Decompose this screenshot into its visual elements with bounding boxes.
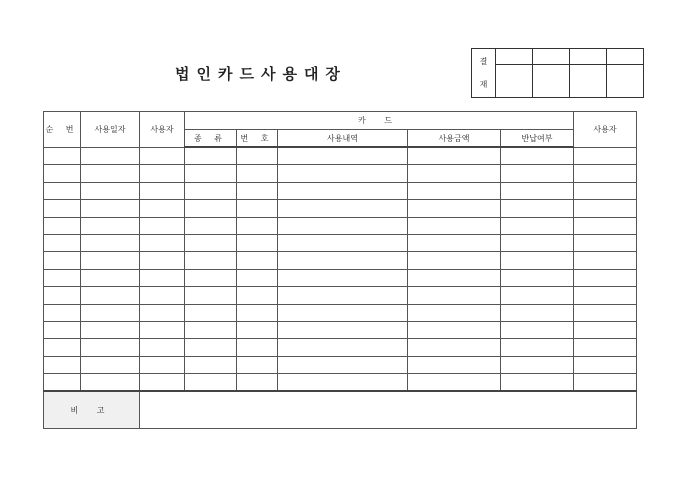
date-cell[interactable] [81,217,140,234]
returned-cell[interactable] [501,304,574,321]
header-returned: 반납여부 [501,130,574,148]
type-cell[interactable] [185,339,237,356]
details-cell[interactable] [278,217,408,234]
table-row [44,321,637,338]
seq-cell[interactable] [44,234,81,251]
user-cell[interactable] [140,321,185,338]
amount-cell[interactable] [408,269,501,286]
returned-cell[interactable] [501,339,574,356]
details-cell[interactable] [278,269,408,286]
seq-cell[interactable] [44,339,81,356]
type-cell[interactable] [185,217,237,234]
table-row [44,287,637,304]
details-cell[interactable] [278,234,408,251]
date-cell[interactable] [81,252,140,269]
amount-cell[interactable] [408,252,501,269]
type-cell[interactable] [185,374,237,392]
table-row [44,200,637,217]
date-cell[interactable] [81,200,140,217]
details-cell[interactable] [278,147,408,165]
user2-cell[interactable] [574,304,637,321]
seq-cell[interactable] [44,147,81,165]
seq-cell[interactable] [44,269,81,286]
date-cell[interactable] [81,147,140,165]
table-row [44,269,637,286]
number-cell[interactable] [237,234,278,251]
user-cell[interactable] [140,304,185,321]
user2-cell[interactable] [574,269,637,286]
returned-cell[interactable] [501,147,574,165]
type-cell[interactable] [185,287,237,304]
user-cell[interactable] [140,217,185,234]
header-seq: 순 번 [44,112,81,148]
type-cell[interactable] [185,200,237,217]
header-type: 종 류 [185,130,237,148]
header-card-group: 카 드 [185,112,574,130]
approval-label-bottom: 재 [479,80,488,89]
seq-cell[interactable] [44,200,81,217]
amount-cell[interactable] [408,304,501,321]
number-cell[interactable] [237,217,278,234]
table-row [44,217,637,234]
number-cell[interactable] [237,339,278,356]
table-row [44,374,637,392]
amount-cell[interactable] [408,287,501,304]
date-cell[interactable] [81,234,140,251]
user2-cell[interactable] [574,374,637,392]
seq-cell[interactable] [44,217,81,234]
number-cell[interactable] [237,374,278,392]
user-cell[interactable] [140,182,185,199]
user2-cell[interactable] [574,182,637,199]
details-cell[interactable] [278,304,408,321]
returned-cell[interactable] [501,234,574,251]
header-amount: 사용금액 [408,130,501,148]
details-cell[interactable] [278,321,408,338]
page-title: 법인카드사용대장 [175,65,347,83]
returned-cell[interactable] [501,182,574,199]
amount-cell[interactable] [408,356,501,373]
date-cell[interactable] [81,356,140,373]
details-cell[interactable] [278,339,408,356]
user-cell[interactable] [140,287,185,304]
note-label: 비 고 [44,391,140,429]
approval-label [472,49,496,98]
date-cell[interactable] [81,182,140,199]
user2-cell[interactable] [574,217,637,234]
date-cell[interactable] [81,304,140,321]
number-cell[interactable] [237,165,278,182]
date-cell[interactable] [81,287,140,304]
approver-sign-2[interactable] [533,65,570,98]
type-cell[interactable] [185,321,237,338]
user-cell[interactable] [140,147,185,165]
date-cell[interactable] [81,339,140,356]
type-cell[interactable] [185,165,237,182]
table-row [44,182,637,199]
amount-cell[interactable] [408,217,501,234]
returned-cell[interactable] [501,200,574,217]
details-cell[interactable] [278,200,408,217]
table-row [44,252,637,269]
card-usage-ledger [43,111,637,429]
user2-cell[interactable] [574,321,637,338]
approver-sign-1[interactable] [496,65,533,98]
amount-cell[interactable] [408,321,501,338]
date-cell[interactable] [81,269,140,286]
user2-cell[interactable] [574,147,637,165]
amount-cell[interactable] [408,234,501,251]
type-cell[interactable] [185,252,237,269]
user-cell[interactable] [140,339,185,356]
seq-cell[interactable] [44,182,81,199]
user-cell[interactable] [140,165,185,182]
user-cell[interactable] [140,269,185,286]
amount-cell[interactable] [408,147,501,165]
returned-cell[interactable] [501,356,574,373]
seq-cell[interactable] [44,356,81,373]
approver-title-2[interactable] [533,49,570,65]
seq-cell[interactable] [44,165,81,182]
user2-cell[interactable] [574,339,637,356]
user2-cell[interactable] [574,165,637,182]
user2-cell[interactable] [574,200,637,217]
returned-cell[interactable] [501,374,574,392]
approval-box [471,48,644,98]
number-cell[interactable] [237,252,278,269]
returned-cell[interactable] [501,165,574,182]
header-user: 사용자 [140,112,185,148]
user2-cell[interactable] [574,252,637,269]
number-cell[interactable] [237,304,278,321]
number-cell[interactable] [237,147,278,165]
user-cell[interactable] [140,356,185,373]
details-cell[interactable] [278,182,408,199]
user-cell[interactable] [140,252,185,269]
returned-cell[interactable] [501,217,574,234]
user2-cell[interactable] [574,356,637,373]
number-cell[interactable] [237,269,278,286]
approver-title-1[interactable] [496,49,533,65]
approver-sign-4[interactable] [607,65,644,98]
returned-cell[interactable] [501,321,574,338]
table-row [44,234,637,251]
user-cell[interactable] [140,374,185,392]
returned-cell[interactable] [501,287,574,304]
table-row [44,165,637,182]
number-cell[interactable] [237,321,278,338]
number-cell[interactable] [237,200,278,217]
details-cell[interactable] [278,356,408,373]
seq-cell[interactable] [44,321,81,338]
seq-cell[interactable] [44,287,81,304]
number-cell[interactable] [237,287,278,304]
header-user-2: 사용자 [574,112,637,148]
amount-cell[interactable] [408,339,501,356]
type-cell[interactable] [185,304,237,321]
seq-cell[interactable] [44,252,81,269]
type-cell[interactable] [185,234,237,251]
date-cell[interactable] [81,374,140,392]
header-number: 번 호 [237,130,278,148]
amount-cell[interactable] [408,374,501,392]
table-row [44,147,637,165]
type-cell[interactable] [185,269,237,286]
type-cell[interactable] [185,147,237,165]
date-cell[interactable] [81,165,140,182]
amount-cell[interactable] [408,165,501,182]
details-cell[interactable] [278,287,408,304]
details-cell[interactable] [278,252,408,269]
table-row [44,339,637,356]
number-cell[interactable] [237,182,278,199]
user2-cell[interactable] [574,234,637,251]
details-cell[interactable] [278,374,408,392]
note-field[interactable] [140,391,637,429]
user-cell[interactable] [140,200,185,217]
type-cell[interactable] [185,356,237,373]
seq-cell[interactable] [44,304,81,321]
user2-cell[interactable] [574,287,637,304]
details-cell[interactable] [278,165,408,182]
approver-sign-3[interactable] [570,65,607,98]
header-details: 사용내역 [278,130,408,148]
returned-cell[interactable] [501,252,574,269]
user-cell[interactable] [140,234,185,251]
header-date: 사용일자 [81,112,140,148]
number-cell[interactable] [237,356,278,373]
approval-label-top: 결 [479,57,488,66]
amount-cell[interactable] [408,182,501,199]
seq-cell[interactable] [44,374,81,392]
returned-cell[interactable] [501,269,574,286]
table-row [44,356,637,373]
amount-cell[interactable] [408,200,501,217]
approver-title-4[interactable] [607,49,644,65]
approver-title-3[interactable] [570,49,607,65]
date-cell[interactable] [81,321,140,338]
type-cell[interactable] [185,182,237,199]
table-row [44,304,637,321]
